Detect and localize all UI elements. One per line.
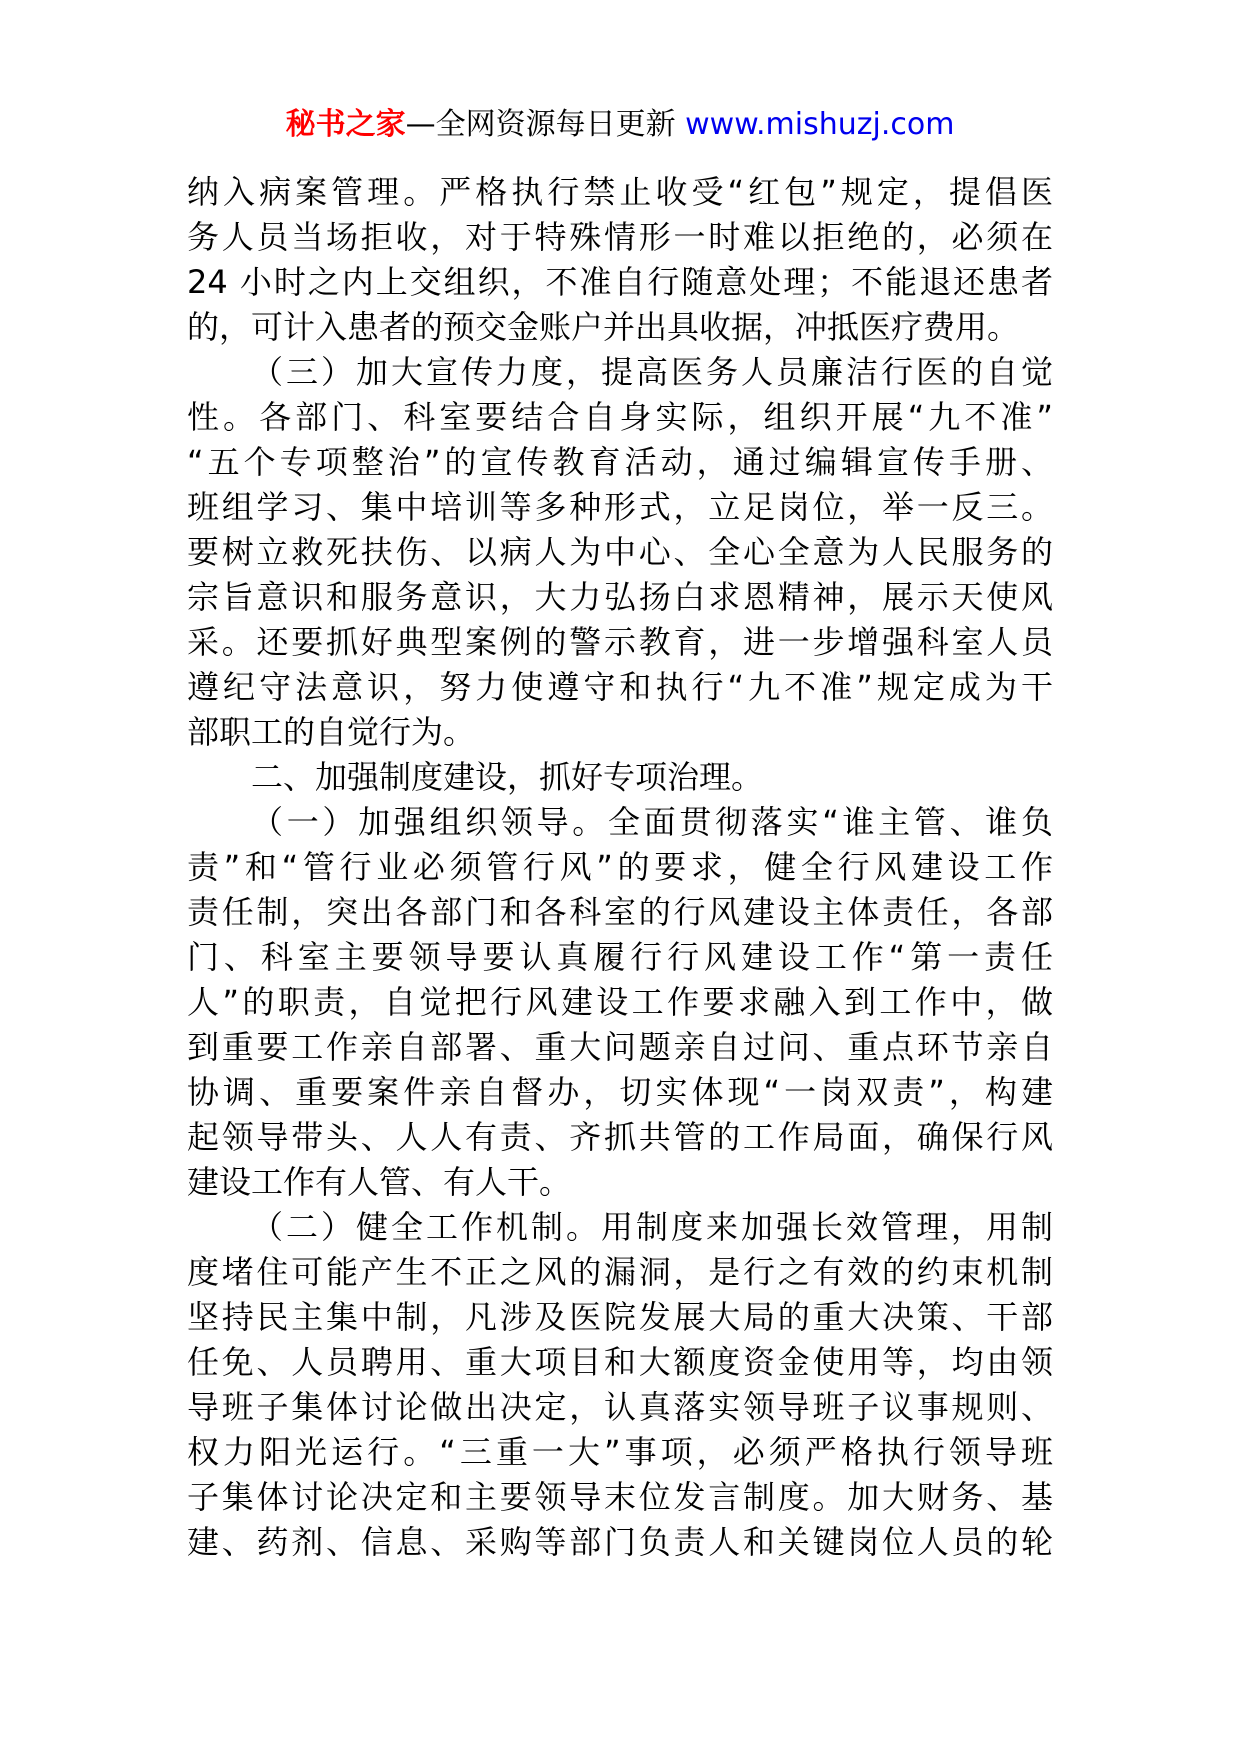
document-body	[187, 170, 1053, 1565]
text-line: 权力阳光运行。“三重一大”事项，必须严格执行领导班	[187, 1433, 1053, 1471]
text-line: 人”的职责，自觉把行风建设工作要求融入到工作中，做	[187, 983, 1053, 1021]
text-line: 建设工作有人管、有人干。	[187, 1163, 572, 1201]
text-line: 纳入病案管理。严格执行禁止收受“红包”规定，提倡医	[187, 173, 1053, 211]
text-line: 到重要工作亲自部署、重大问题亲自过问、重点环节亲自	[187, 1028, 1053, 1066]
text-line: 24 小时之内上交组织，不准自行随意处理；不能退还患者	[187, 263, 1053, 301]
brand-name: 秘书之家	[285, 107, 406, 142]
text-line: 的，可计入患者的预交金账户并出具收据，冲抵医疗费用。	[187, 308, 1020, 346]
text-line: 度堵住可能产生不正之风的漏洞，是行之有效的约束机制	[187, 1253, 1053, 1291]
text-line: 导班子集体讨论做出决定，认真落实领导班子议事规则、	[187, 1388, 1053, 1426]
text-line: 班组学习、集中培训等多种形式，立足岗位，举一反三。	[187, 488, 1053, 526]
text-line: 门、科室主要领导要认真履行行风建设工作“第一责任	[187, 938, 1053, 976]
text-line: 建、药剂、信息、采购等部门负责人和关键岗位人员的轮	[187, 1523, 1053, 1561]
site-header	[0, 103, 1240, 147]
text-line: （一）加强组织领导。全面贯彻落实“谁主管、谁负	[251, 803, 1053, 841]
text-line: 性。各部门、科室要结合自身实际，组织开展“九不准”	[187, 398, 1053, 436]
text-line: 二、加强制度建设，抓好专项治理。	[251, 758, 764, 796]
text-line: 部职工的自觉行为。	[187, 713, 476, 751]
text-line: 子集体讨论决定和主要领导末位发言制度。加大财务、基	[187, 1478, 1053, 1516]
text-line: 遵纪守法意识，努力使遵守和执行“九不准”规定成为干	[187, 668, 1053, 706]
text-line: 起领导带头、人人有责、齐抓共管的工作局面，确保行风	[187, 1118, 1053, 1156]
text-line: 宗旨意识和服务意识，大力弘扬白求恩精神，展示天使风	[187, 578, 1053, 616]
site-url-link[interactable]: www.mishuzj.com	[685, 107, 955, 142]
text-line: 任免、人员聘用、重大项目和大额度资金使用等，均由领	[187, 1343, 1053, 1381]
text-line: 坚持民主集中制，凡涉及医院发展大局的重大决策、干部	[187, 1298, 1053, 1336]
text-line: 协调、重要案件亲自督办，切实体现“一岗双责”，构建	[187, 1073, 1053, 1111]
text-line: 责”和“管行业必须管行风”的要求，健全行风建设工作	[187, 848, 1053, 886]
text-line: 要树立救死扶伤、以病人为中心、全心全意为人民服务的	[187, 533, 1053, 571]
header-tagline: —全网资源每日更新	[405, 107, 676, 142]
text-line: （三）加大宣传力度，提高医务人员廉洁行医的自觉	[251, 353, 1053, 391]
text-line: （二）健全工作机制。用制度来加强长效管理，用制	[251, 1208, 1053, 1246]
text-line: 务人员当场拒收，对于特殊情形一时难以拒绝的，必须在	[187, 218, 1053, 256]
text-line: 责任制，突出各部门和各科室的行风建设主体责任，各部	[187, 893, 1053, 931]
text-line: 采。还要抓好典型案例的警示教育，进一步增强科室人员	[187, 623, 1053, 661]
text-line: “五个专项整治”的宣传教育活动，通过编辑宣传手册、	[187, 443, 1053, 481]
